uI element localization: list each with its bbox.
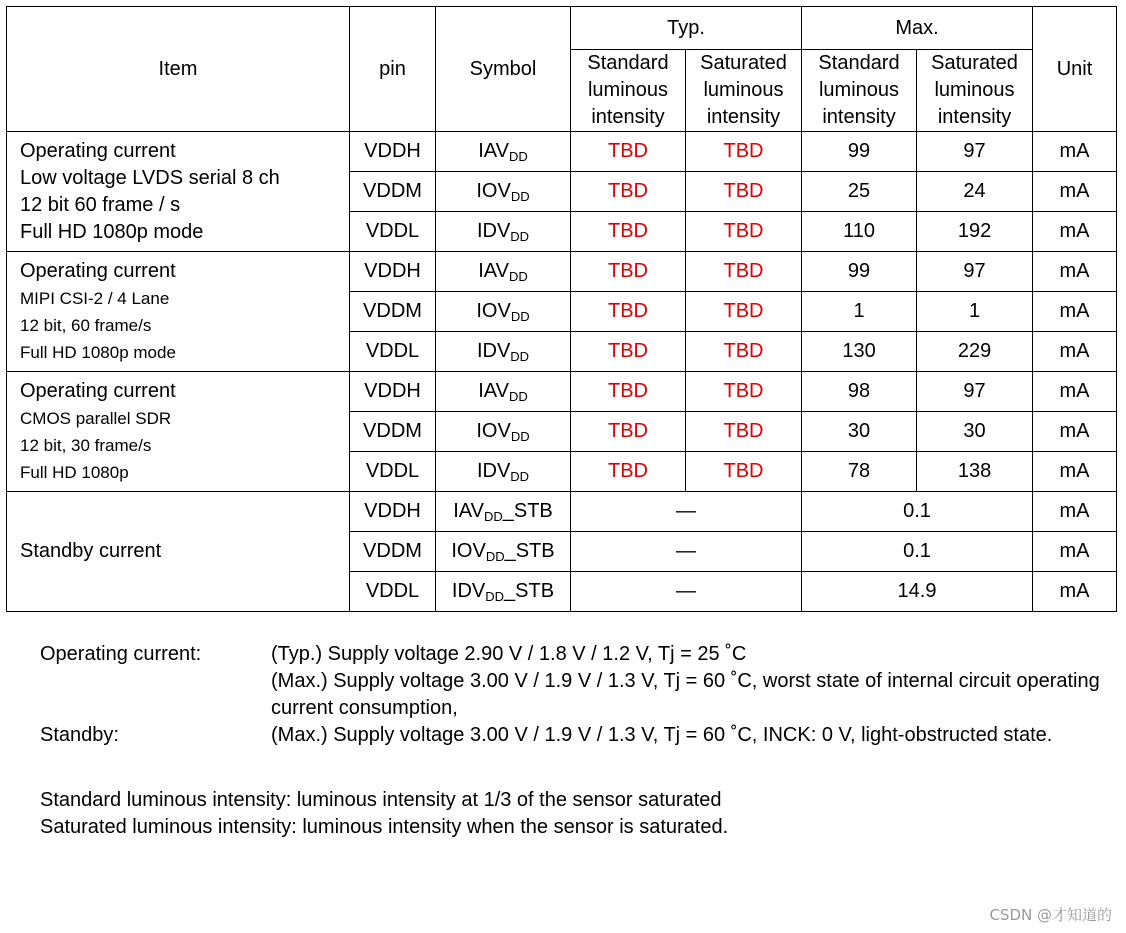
symbol-suffix: _STB (504, 580, 555, 602)
header-max-standard: Standard luminous intensity (802, 50, 917, 132)
header-typ-saturated: Saturated luminous intensity (686, 50, 802, 132)
item-line: 12 bit 60 frame / s (20, 193, 181, 216)
header-max-saturated: Saturated luminous intensity (917, 50, 1033, 132)
note-row (40, 641, 1101, 668)
symbol-cell (436, 532, 571, 572)
table-row (7, 132, 1117, 172)
max-saturated-cell: 229 (917, 332, 1033, 372)
item-line: Full HD 1080p mode (20, 342, 176, 362)
typ-saturated-cell: TBD (686, 332, 802, 372)
item-line: 12 bit, 30 frame/s (20, 435, 152, 455)
header-pin: pin (350, 7, 436, 132)
item-cell (7, 252, 350, 372)
symbol-subscript: DD (510, 309, 530, 324)
typ-standard-cell: TBD (571, 412, 686, 452)
table-row (7, 252, 1117, 292)
watermark: CSDN @才知道的 (989, 906, 1112, 924)
item-cell (7, 372, 350, 492)
symbol-subscript: DD (510, 229, 530, 244)
symbol-base: IOV (476, 420, 511, 442)
note-row (40, 668, 1101, 722)
pin-cell: VDDL (350, 572, 436, 612)
symbol-base: IAV (478, 380, 509, 402)
max-standard-cell: 30 (802, 412, 917, 452)
symbol-subscript: DD (510, 469, 530, 484)
pin-cell: VDDH (350, 252, 436, 292)
symbol-cell (436, 292, 571, 332)
symbol-base: IDV (476, 220, 511, 242)
symbol-cell (436, 212, 571, 252)
max-cell: 14.9 (802, 572, 1033, 612)
unit-cell: mA (1033, 572, 1117, 612)
typ-saturated-cell: TBD (686, 372, 802, 412)
symbol-subscript: DD (508, 389, 528, 404)
typ-standard-cell: TBD (571, 252, 686, 292)
symbol-subscript: DD (485, 549, 505, 564)
symbol-cell (436, 332, 571, 372)
max-standard-cell: 99 (802, 132, 917, 172)
pin-cell: VDDL (350, 452, 436, 492)
symbol-cell (436, 252, 571, 292)
item-line: CMOS parallel SDR (20, 408, 172, 428)
luminous-definitions (40, 787, 728, 841)
symbol-base: IDV (451, 580, 486, 602)
item-line: Operating current (20, 139, 176, 162)
max-standard-cell: 99 (802, 252, 917, 292)
item-line: Operating current (20, 259, 176, 282)
symbol-base: IDV (476, 340, 511, 362)
current-consumption-table (6, 6, 1117, 612)
table-row (7, 492, 1117, 532)
header-typ: Typ. (571, 7, 802, 50)
symbol-subscript: DD (510, 429, 530, 444)
note-text: (Max.) Supply voltage 3.00 V / 1.9 V / 1.3 V, Tj = 60 ˚C, worst state of internal circuit operating current consumption, (271, 670, 1100, 719)
definition-standard: Standard luminous intensity: luminous intensity at 1/3 of the sensor saturated (40, 789, 722, 811)
symbol-subscript: DD (510, 189, 530, 204)
header-typ-standard: Standard luminous intensity (571, 50, 686, 132)
unit-cell: mA (1033, 252, 1117, 292)
max-saturated-cell: 30 (917, 412, 1033, 452)
pin-cell: VDDM (350, 172, 436, 212)
item-line: MIPI CSI-2 / 4 Lane (20, 288, 170, 308)
max-saturated-cell: 192 (917, 212, 1033, 252)
symbol-subscript: DD (483, 509, 503, 524)
symbol-suffix: _STB (502, 500, 553, 522)
symbol-subscript: DD (485, 589, 505, 604)
item-cell (7, 132, 350, 252)
typ-standard-cell: TBD (571, 172, 686, 212)
max-standard-cell: 130 (802, 332, 917, 372)
symbol-cell (436, 452, 571, 492)
table-body (7, 132, 1117, 612)
unit-cell: mA (1033, 172, 1117, 212)
symbol-cell (436, 412, 571, 452)
max-standard-cell: 98 (802, 372, 917, 412)
typ-saturated-cell: TBD (686, 252, 802, 292)
unit-cell: mA (1033, 372, 1117, 412)
pin-cell: VDDM (350, 412, 436, 452)
unit-cell: mA (1033, 132, 1117, 172)
max-saturated-cell: 97 (917, 372, 1033, 412)
header-item: Item (7, 7, 350, 132)
symbol-cell (436, 172, 571, 212)
max-cell: 0.1 (802, 492, 1033, 532)
note-text: (Typ.) Supply voltage 2.90 V / 1.8 V / 1.2 V, Tj = 25 ˚C (271, 643, 747, 665)
header-unit: Unit (1033, 7, 1117, 132)
max-saturated-cell: 1 (917, 292, 1033, 332)
pin-cell: VDDH (350, 132, 436, 172)
typ-cell: — (571, 492, 802, 532)
max-cell: 0.1 (802, 532, 1033, 572)
symbol-subscript: DD (510, 349, 530, 364)
header-max: Max. (802, 7, 1033, 50)
symbol-cell (436, 372, 571, 412)
symbol-subscript: DD (508, 149, 528, 164)
item-line: Full HD 1080p mode (20, 220, 204, 243)
pin-cell: VDDH (350, 372, 436, 412)
unit-cell: mA (1033, 452, 1117, 492)
unit-cell: mA (1033, 492, 1117, 532)
symbol-base: IAV (478, 140, 509, 162)
typ-standard-cell: TBD (571, 292, 686, 332)
pin-cell: VDDL (350, 332, 436, 372)
typ-saturated-cell: TBD (686, 292, 802, 332)
note-text: (Max.) Supply voltage 3.00 V / 1.9 V / 1.3 V, Tj = 60 ˚C, INCK: 0 V, light-obstructed state. (271, 724, 1053, 746)
item-line: Full HD 1080p (20, 462, 129, 482)
unit-cell: mA (1033, 532, 1117, 572)
symbol-base: IDV (476, 460, 511, 482)
symbol-subscript: DD (508, 269, 528, 284)
max-standard-cell: 110 (802, 212, 917, 252)
unit-cell: mA (1033, 292, 1117, 332)
item-cell: Standby current (7, 492, 350, 612)
max-saturated-cell: 97 (917, 132, 1033, 172)
conditions-notes (40, 641, 1101, 749)
typ-cell: — (571, 572, 802, 612)
pin-cell: VDDM (350, 292, 436, 332)
unit-cell: mA (1033, 412, 1117, 452)
symbol-cell (436, 492, 571, 532)
max-standard-cell: 25 (802, 172, 917, 212)
header-symbol: Symbol (436, 7, 571, 132)
typ-saturated-cell: TBD (686, 212, 802, 252)
item-line: Operating current (20, 379, 176, 402)
typ-saturated-cell: TBD (686, 132, 802, 172)
max-saturated-cell: 24 (917, 172, 1033, 212)
typ-standard-cell: TBD (571, 132, 686, 172)
note-label: Operating current: (40, 643, 202, 665)
symbol-base: IAV (478, 260, 509, 282)
symbol-suffix: _STB (504, 540, 555, 562)
note-row (40, 722, 1101, 749)
max-saturated-cell: 97 (917, 252, 1033, 292)
typ-standard-cell: TBD (571, 212, 686, 252)
typ-saturated-cell: TBD (686, 452, 802, 492)
typ-cell: — (571, 532, 802, 572)
symbol-cell (436, 572, 571, 612)
symbol-base: IAV (453, 500, 484, 522)
typ-saturated-cell: TBD (686, 172, 802, 212)
symbol-base: IOV (451, 540, 486, 562)
unit-cell: mA (1033, 332, 1117, 372)
symbol-base: IOV (476, 180, 511, 202)
typ-standard-cell: TBD (571, 452, 686, 492)
definition-saturated: Saturated luminous intensity: luminous intensity when the sensor is saturated. (40, 816, 729, 838)
table-row (7, 372, 1117, 412)
pin-cell: VDDL (350, 212, 436, 252)
typ-saturated-cell: TBD (686, 412, 802, 452)
typ-standard-cell: TBD (571, 332, 686, 372)
pin-cell: VDDM (350, 532, 436, 572)
note-label: Standby: (40, 724, 119, 746)
max-standard-cell: 1 (802, 292, 917, 332)
max-saturated-cell: 138 (917, 452, 1033, 492)
max-standard-cell: 78 (802, 452, 917, 492)
pin-cell: VDDH (350, 492, 436, 532)
symbol-base: IOV (476, 300, 511, 322)
typ-standard-cell: TBD (571, 372, 686, 412)
note-label (40, 668, 271, 722)
symbol-cell (436, 132, 571, 172)
item-line: Low voltage LVDS serial 8 ch (20, 166, 280, 189)
unit-cell: mA (1033, 212, 1117, 252)
item-line: 12 bit, 60 frame/s (20, 315, 152, 335)
